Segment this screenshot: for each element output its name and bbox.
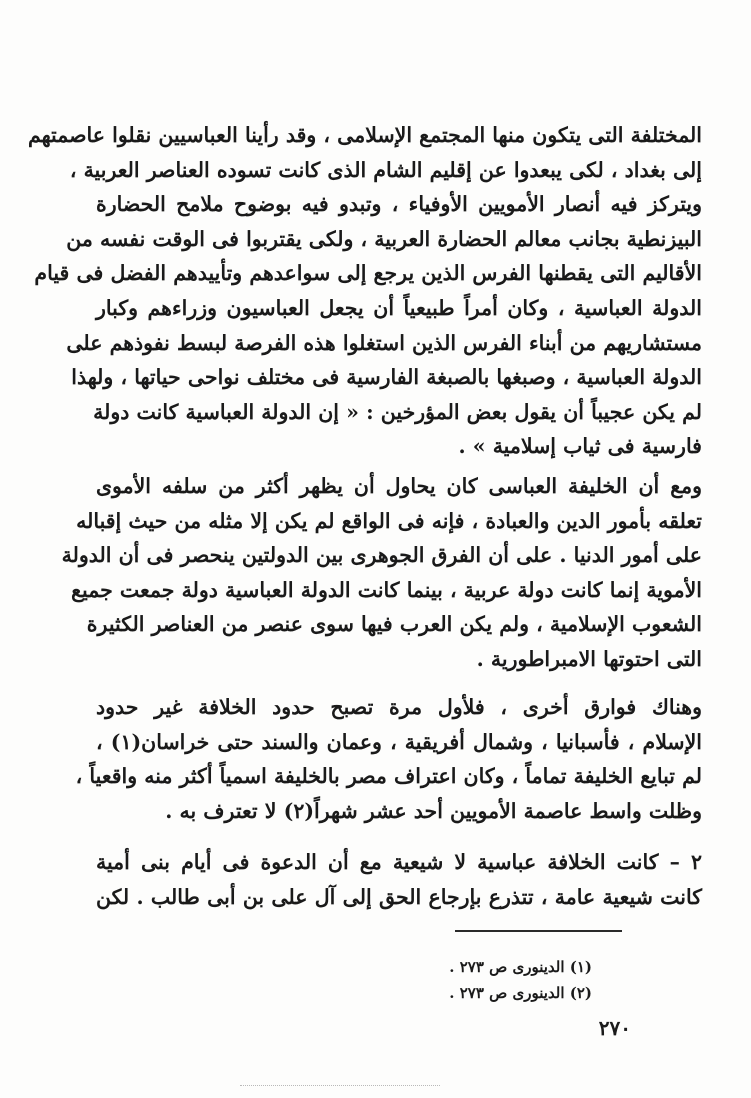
text-line: البيزنطية بجانب معالم الحضارة العربية ، ولكى يقتربوا فى الوقت نفسه من [66,226,702,251]
text-line: ومع أن الخليفة العباسى كان يحاول أن يظهر أكثر من سلفه الأموى [96,474,702,498]
text-line: الشعوب الإسلامية ، ولم يكن العرب فيها سوى عنصر من العناصر الكثيرة [86,612,702,637]
text-line: التى احتوتها الامبراطورية . [476,646,702,671]
scan-edge-mark [240,1085,440,1087]
paragraph-3 [75,690,702,828]
paragraph-4 [96,845,702,914]
page-number: ٢٧٠ [598,1016,631,1040]
footnote-2: (٢) الدينورى ص ٢٧٣ . [449,984,592,1002]
text-line: ويتركز فيه أنصار الأمويين الأوفياء ، وتبدو فيه بوضوح ملامح الحضارة [96,192,702,217]
text-line: الدولة العباسية ، وصبغها بالصبغة الفارسية فى مختلف نواحى حياتها ، ولهذا [71,365,702,390]
text-line: الدولة العباسية ، وكان أمراً طبيعياً أن يجعل العباسيون وزراءهم وكبار [96,295,702,320]
text-line: مستشاريهم من أبناء الفرس الذين استغلوا هذه الفرصة لبسط نفوذهم على [66,330,702,355]
text-line: المختلفة التى يتكون منها المجتمع الإسلامى ، وقد رأينا العباسيين نقلوا عاصمتهم [27,123,702,147]
text-line: الأموية إنما كانت دولة عربية ، بينما كانت الدولة العباسية دولة جمعت جميع [71,577,702,602]
text-line: لم تبايع الخليفة تماماً ، وكان اعتراف مصر بالخليفة اسمياً أكثر منه واقعياً ، [75,764,702,789]
paragraph-1 [27,118,702,464]
text-line: إلى بغداد ، لكى يبعدوا عن إقليم الشام الذى كانت تسوده العناصر العربية ، [69,157,702,182]
text-line: الأقاليم التى يقطنها الفرس الذين يرجع إلى سواعدهم وتأييدهم الفضل فى قيام [34,261,702,286]
footnote-separator [455,930,622,932]
text-line: الإسلام ، فأسبانيا ، وشمال أفريقية ، وعمان والسند حتى خراسان(١) ، [96,729,702,754]
text-line: فارسية فى ثياب إسلامية » . [458,434,702,459]
text-line: تعلقه بأمور الدين والعبادة ، فإنه فى الواقع لم يكن إلا مثله من حيث إقباله [76,508,702,533]
paragraph-2 [61,469,702,677]
text-line: وظلت واسط عاصمة الأمويين أحد عشر شهراً(٢) لا تعترف به . [165,798,702,823]
text-line: وهناك فوارق أخرى ، فلأول مرة تصبح حدود الخلافة غير حدود [96,695,702,719]
text-line: على أمور الدنيا . على أن الفرق الجوهرى بين الدولتين ينحصر فى أن الدولة [61,543,702,568]
footnote-1: (١) الدينورى ص ٢٧٣ . [449,958,592,976]
text-line: لم يكن عجيباً أن يقول بعض المؤرخين : « إن الدولة العباسية كانت دولة [93,399,702,424]
text-line: ٢ – كانت الخلافة عباسية لا شيعية مع أن الدعوة فى أيام بنى أمية [96,850,702,874]
footnotes [380,954,592,1006]
text-line: كانت شيعية عامة ، تتذرع بإرجاع الحق إلى آل على بن أبى طالب . لكن [96,884,702,909]
